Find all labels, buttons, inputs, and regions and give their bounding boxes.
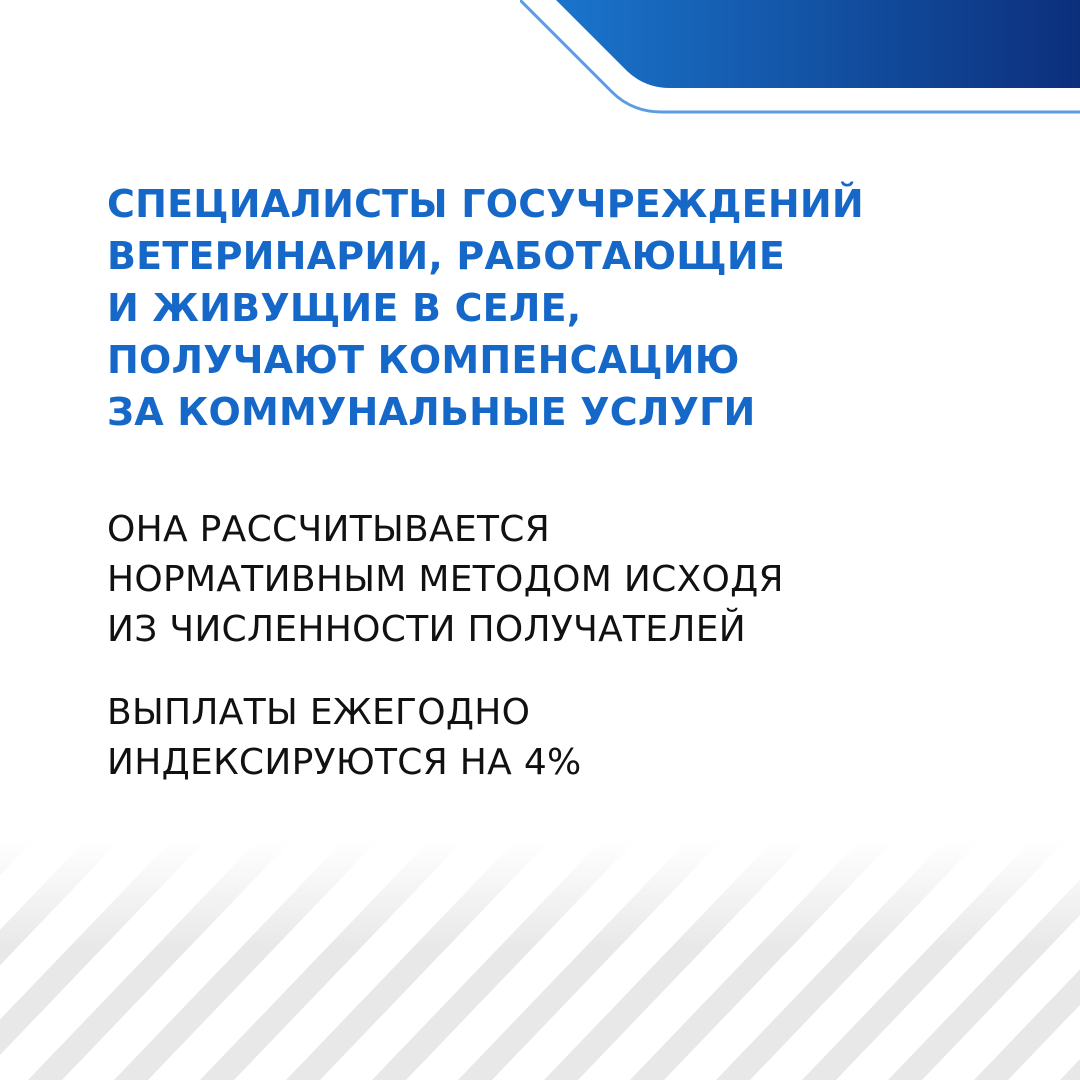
- headline-line: ЗА КОММУНАЛЬНЫЕ УСЛУГИ: [107, 390, 756, 434]
- stripe: [1060, 840, 1080, 1080]
- corner-banner-decoration: [520, 0, 1080, 130]
- headline-line: ВЕТЕРИНАРИИ, РАБОТАЮЩИЕ: [107, 234, 785, 278]
- headline-line: ПОЛУЧАЮТ КОМПЕНСАЦИЮ: [107, 338, 740, 382]
- paragraph-indexation: [107, 688, 1007, 788]
- headline: [107, 178, 1007, 438]
- headline-line: СПЕЦИАЛИСТЫ ГОСУЧРЕЖДЕНИЙ: [107, 182, 864, 226]
- paragraph-line: ИНДЕКСИРУЮТСЯ НА 4%: [107, 742, 582, 783]
- paragraph-calculation-method: [107, 505, 1007, 655]
- paragraph-line: ИЗ ЧИСЛЕННОСТИ ПОЛУЧАТЕЛЕЙ: [107, 609, 746, 650]
- paragraph-line: ВЫПЛАТЫ ЕЖЕГОДНО: [107, 692, 531, 733]
- banner-fill-shape: [556, 0, 1080, 88]
- paragraph-line: ОНА РАССЧИТЫВАЕТСЯ: [107, 509, 551, 550]
- diagonal-stripes-decoration: [0, 840, 1080, 1080]
- headline-line: И ЖИВУЩИЕ В СЕЛЕ,: [107, 286, 582, 330]
- paragraph-line: НОРМАТИВНЫМ МЕТОДОМ ИСХОДЯ: [107, 559, 784, 600]
- main-content: [107, 178, 1007, 788]
